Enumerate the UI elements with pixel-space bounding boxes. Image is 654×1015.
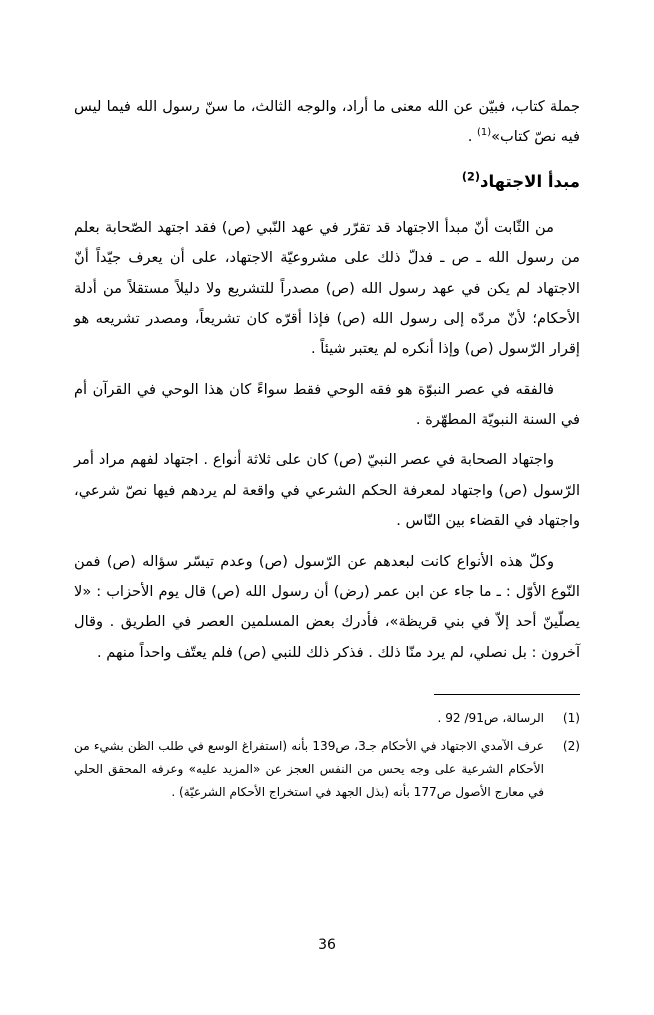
paragraph-1: [74, 92, 580, 153]
footnote-text: عرف الآمدي الاجتهاد في الأحكام جـ3، ص139 بأنه (استفراغ الوسع في طلب الظن بشيء من الأحكام الشرعية على وجه يحس من النفس العجز عن «المزيد عليه» وعرفه المحقق الحلي في معارج الأصول ص177 بأنه (بذل الجهد في استخراج الأحكام الشرعيّة) .: [74, 738, 544, 799]
document-body: [74, 92, 580, 668]
page-number: 36: [318, 937, 336, 953]
paragraph-4: واجتهاد الصحابة في عصر النبيّ (ص) كان على ثلاثة أنواع . اجتهاد لفهم مراد أمر الرّسول (ص) واجتهاد لمعرفة الحكم الشرعي في واقعة لم يردهم فيها نصّ شرعي، واجتهاد في القضاء بين النّاس .: [74, 451, 580, 530]
section-heading-text: مبدأ الاجتهاد: [479, 171, 580, 191]
footnote-separator: [434, 694, 580, 695]
footnote-marker-1[interactable]: (1): [477, 127, 492, 139]
paragraph-3: فالفقه في عصر النبوّة هو فقه الوحي فقط سواءً كان هذا الوحي في القرآن أم في السنة النبويّة المطهّرة .: [74, 380, 580, 429]
footnotes-block: [74, 707, 580, 804]
section-heading: [74, 169, 580, 195]
footnote-item: [74, 735, 580, 805]
footnote-number: (2): [562, 738, 580, 753]
footnote-number: (1): [562, 711, 580, 726]
paragraph-5: وكلّ هذه الأنواع كانت لبعدهم عن الرّسول (ص) وعدم تيسّر سؤاله (ص) فمن النّوع الأوّل : ـ ما جاء عن ابن عمر (رض) أن رسول الله (ص) قال يوم الأحزاب : «لا يصلّينّ أحد إلاّ في بني قريظة»، فأدرك بعض المسلمين العصر في الطريق . وقال آخرون : بل نصلي، لم يرد منّا ذلك . فذكر ذلك للنبي (ص) فلم يعتّف واحداً منهم .: [74, 552, 580, 661]
footnote-marker-2[interactable]: (2): [461, 170, 480, 184]
paragraph-1-text: جملة كتاب، فبيّن عن الله معنى ما أراد، والوجه الثالث، ما سنّ رسول الله فيما ليس فيه نصّ كتاب»: [74, 98, 580, 146]
paragraph-2: من الثّابت أنّ مبدأ الاجتهاد قد تقرّر في عهد النّبي (ص) فقد اجتهد الصّحابة بعلم من رسول الله ـ ص ـ فدلّ ذلك على مشروعيّة الاجتهاد، على أن يعرف جيّداً أنّ الاجتهاد لم يكن في عهد رسول الله (ص) مصدراً للتشريع ولا دليلاً مستقلاً من أدلة الأحكام؛ لأنّ مردّه إلى رسول الله (ص) فإذا أقرّه كان تشريعاً، ومصدر تشريعه هو إقرار الرّسول (ص) وإذا أنكره لم يعتبر شيئاً .: [74, 219, 580, 358]
paragraph-1-tail: .: [467, 128, 478, 146]
footnote-item: [74, 707, 580, 730]
footnote-text: الرسالة، ص91/ 92 .: [437, 711, 544, 726]
